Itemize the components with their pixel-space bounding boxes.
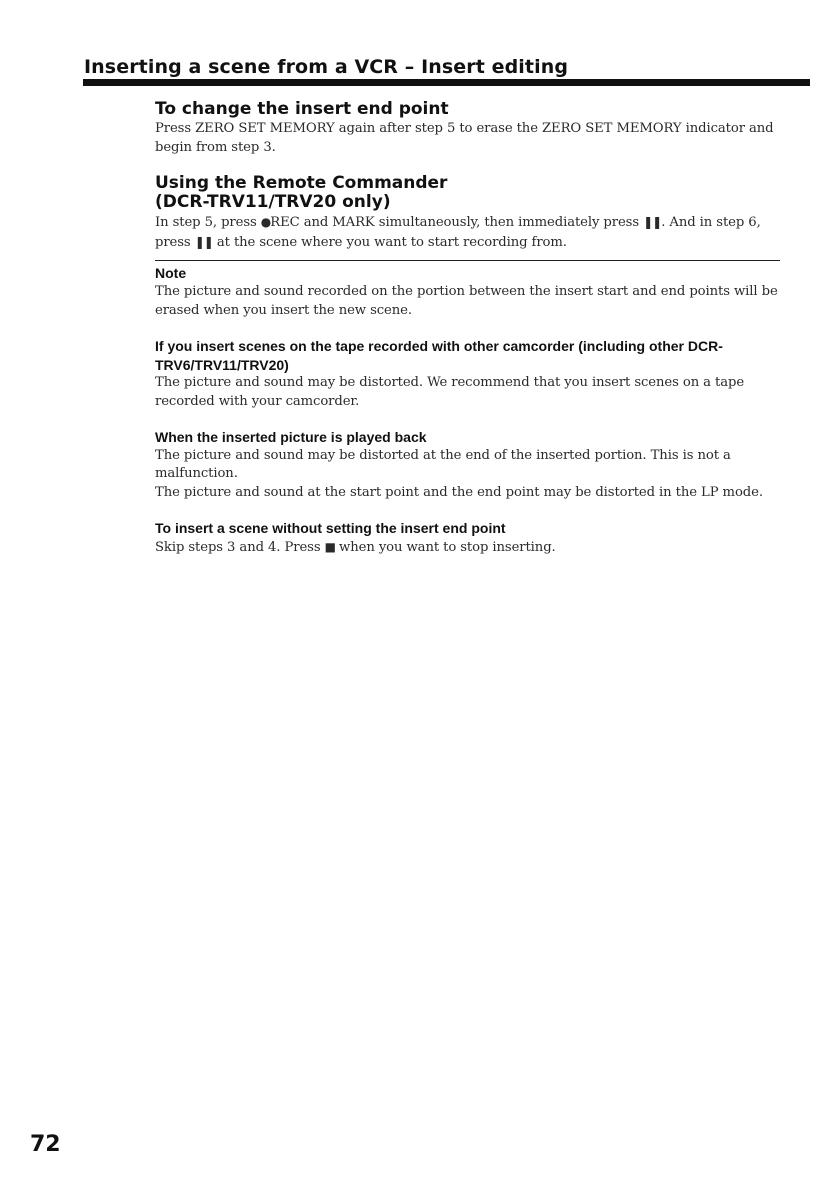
note-heading-played-back: When the inserted picture is played back	[155, 429, 427, 445]
note-played-back	[155, 428, 780, 502]
note-text-played-back-2: The picture and sound at the start point and the end point may be distorted in the LP mode.	[155, 484, 763, 500]
note-label: Note	[155, 265, 187, 281]
page-title: Inserting a scene from a VCR – Insert editing	[84, 56, 569, 78]
note-text-other-camcorder: The picture and sound may be distorted. We recommend that you insert scenes on a tape recorded with your camcorder.	[155, 375, 745, 409]
note-divider	[155, 260, 780, 261]
stop-icon: ■	[324, 539, 335, 554]
note-text: The picture and sound recorded on the portion between the insert start and end points will be erased when you insert the new scene.	[155, 284, 778, 318]
note-other-camcorder	[155, 337, 780, 411]
remote-text-part4: at the scene where you want to start recording from.	[212, 234, 567, 250]
note-without-end-point	[155, 519, 780, 557]
section-heading-remote-commander	[155, 174, 780, 212]
page-number: 72	[30, 1132, 61, 1157]
without-end-text-part2: when you want to stop inserting.	[334, 539, 556, 555]
note-heading-other-camcorder: If you insert scenes on the tape recorded with other camcorder (including other DCR-TRV6/TRV11/TRV20)	[155, 338, 723, 373]
page-header	[83, 55, 810, 86]
remote-text-part1: In step 5, press	[155, 215, 261, 230]
section-text-insert-end-point: Press ZERO SET MEMORY again after step 5 to erase the ZERO SET MEMORY indicator and begin from step 3.	[155, 121, 774, 155]
note-text-without-end-point	[155, 538, 780, 558]
without-end-text-part1: Skip steps 3 and 4. Press	[155, 539, 325, 555]
remote-text-part3: . And in step 6, press	[155, 215, 761, 250]
section-heading-remote-commander-line1: Using the Remote Commander	[155, 173, 448, 193]
section-insert-end-point	[155, 100, 780, 157]
section-remote-commander	[155, 174, 780, 252]
section-heading-insert-end-point: To change the insert end point	[155, 99, 449, 119]
rec-dot-icon: ●	[260, 215, 271, 229]
note-section	[155, 264, 780, 320]
remote-text-part2: REC and MARK simultaneously, then immediately press	[270, 215, 644, 230]
note-heading-without-end-point: To insert a scene without setting the insert end point	[155, 520, 506, 536]
pause-icon: ❚❚	[194, 234, 213, 249]
page-content	[155, 100, 780, 557]
section-heading-remote-commander-line2: (DCR-TRV11/TRV20 only)	[155, 192, 391, 212]
note-text-played-back-1: The picture and sound may be distorted at the end of the inserted portion. This is not a malfunction.	[155, 447, 731, 481]
section-text-remote-commander	[155, 213, 780, 252]
header-rule	[83, 79, 810, 86]
pause-icon: ❚❚	[643, 215, 662, 229]
